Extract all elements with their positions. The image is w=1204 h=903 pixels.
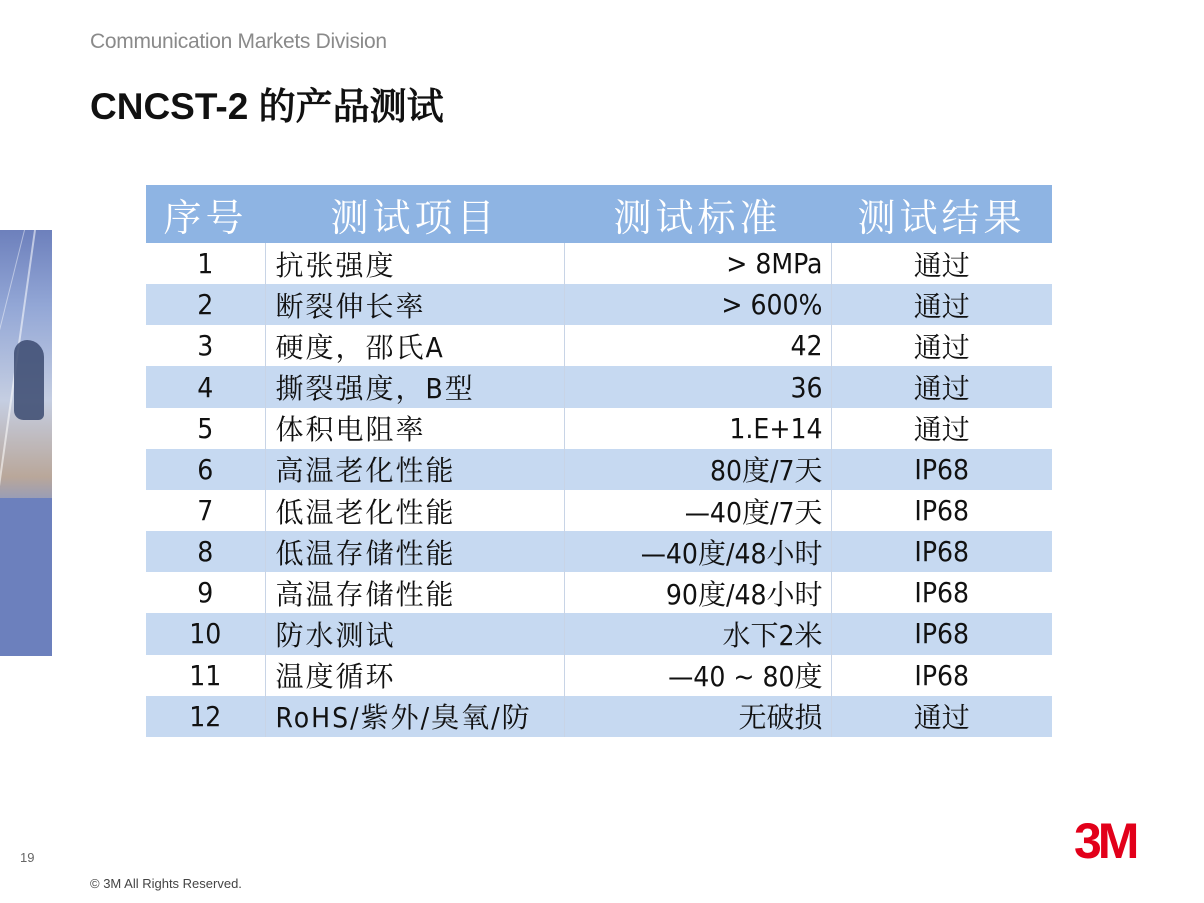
test-standard: —40度/7天 bbox=[564, 490, 831, 531]
row-number: 5 bbox=[146, 408, 265, 449]
column-header-item: 测试项目 bbox=[265, 185, 564, 243]
copyright-notice: © 3M All Rights Reserved. bbox=[90, 876, 242, 891]
test-standard: 42 bbox=[564, 325, 831, 366]
division-label: Communication Markets Division bbox=[90, 30, 387, 53]
table-row bbox=[146, 490, 1052, 531]
test-item: 高温老化性能 bbox=[265, 449, 564, 490]
slide-title: CNCST-2 的产品测试 bbox=[90, 86, 444, 127]
test-result: IP68 bbox=[831, 655, 1052, 696]
test-result: IP68 bbox=[831, 531, 1052, 572]
column-header-num: 序号 bbox=[146, 185, 265, 243]
test-item: 撕裂强度，B型 bbox=[265, 366, 564, 407]
row-number: 4 bbox=[146, 366, 265, 407]
test-item: 抗张强度 bbox=[265, 243, 564, 284]
page-number: 19 bbox=[20, 850, 35, 865]
test-result: 通过 bbox=[831, 284, 1052, 325]
test-standard: > 8MPa bbox=[564, 243, 831, 284]
test-standard: 90度/48小时 bbox=[564, 572, 831, 613]
row-number: 9 bbox=[146, 572, 265, 613]
test-result: 通过 bbox=[831, 408, 1052, 449]
table-row bbox=[146, 655, 1052, 696]
test-standard: 36 bbox=[564, 366, 831, 407]
test-item: RoHS/紫外/臭氧/防 bbox=[265, 696, 564, 737]
row-number: 12 bbox=[146, 696, 265, 737]
test-result: 通过 bbox=[831, 366, 1052, 407]
row-number: 3 bbox=[146, 325, 265, 366]
row-number: 7 bbox=[146, 490, 265, 531]
test-item: 低温存储性能 bbox=[265, 531, 564, 572]
table-row bbox=[146, 572, 1052, 613]
test-result: IP68 bbox=[831, 449, 1052, 490]
column-header-result: 测试结果 bbox=[831, 185, 1052, 243]
test-results-table bbox=[146, 185, 1052, 737]
table-row bbox=[146, 366, 1052, 407]
photo-sea bbox=[0, 498, 52, 656]
test-result: IP68 bbox=[831, 613, 1052, 654]
3m-logo: 3M bbox=[1074, 813, 1136, 869]
test-result: IP68 bbox=[831, 572, 1052, 613]
test-standard: 1.E+14 bbox=[564, 408, 831, 449]
test-standard: —40 ~ 80度 bbox=[564, 655, 831, 696]
row-number: 2 bbox=[146, 284, 265, 325]
test-result: IP68 bbox=[831, 490, 1052, 531]
row-number: 11 bbox=[146, 655, 265, 696]
test-result: 通过 bbox=[831, 325, 1052, 366]
table-row bbox=[146, 696, 1052, 737]
test-item: 硬度，邵氏A bbox=[265, 325, 564, 366]
test-standard: 水下2米 bbox=[564, 613, 831, 654]
test-item: 防水测试 bbox=[265, 613, 564, 654]
test-result: 通过 bbox=[831, 243, 1052, 284]
test-standard: 80度/7天 bbox=[564, 449, 831, 490]
row-number: 10 bbox=[146, 613, 265, 654]
test-item: 体积电阻率 bbox=[265, 408, 564, 449]
row-number: 6 bbox=[146, 449, 265, 490]
table-row bbox=[146, 284, 1052, 325]
table-row bbox=[146, 408, 1052, 449]
test-standard: > 600% bbox=[564, 284, 831, 325]
test-item: 高温存储性能 bbox=[265, 572, 564, 613]
table-row bbox=[146, 531, 1052, 572]
row-number: 1 bbox=[146, 243, 265, 284]
table-header-row bbox=[146, 185, 1052, 243]
table-row bbox=[146, 243, 1052, 284]
table-row bbox=[146, 613, 1052, 654]
test-item: 低温老化性能 bbox=[265, 490, 564, 531]
row-number: 8 bbox=[146, 531, 265, 572]
test-result: 通过 bbox=[831, 696, 1052, 737]
test-item: 温度循环 bbox=[265, 655, 564, 696]
worker-silhouette bbox=[14, 340, 44, 420]
side-photo bbox=[0, 230, 52, 656]
test-standard: —40度/48小时 bbox=[564, 531, 831, 572]
table-row bbox=[146, 325, 1052, 366]
test-standard: 无破损 bbox=[564, 696, 831, 737]
test-item: 断裂伸长率 bbox=[265, 284, 564, 325]
table-row bbox=[146, 449, 1052, 490]
column-header-standard: 测试标准 bbox=[564, 185, 831, 243]
